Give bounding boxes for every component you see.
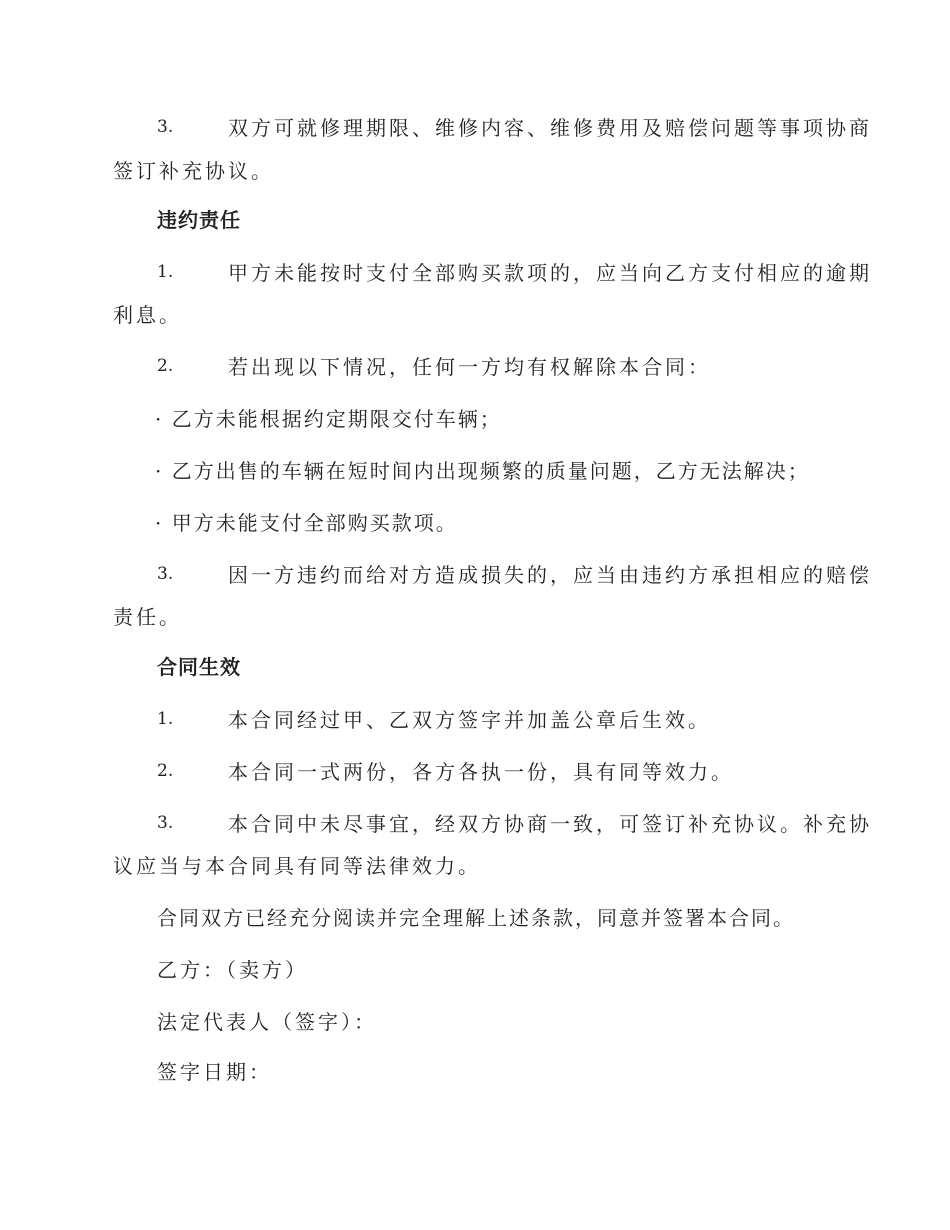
party-b-label: 乙方：（卖方） <box>157 958 308 982</box>
list-number: 3. <box>157 117 174 137</box>
paragraph-line: 本合同中未尽事宜，经双方协商一致，可签订补充协议。补充协 <box>228 812 872 836</box>
list-number: 3. <box>157 813 174 833</box>
paragraph-line: 签订补充协议。 <box>113 159 274 183</box>
paragraph-line: 本合同经过甲、乙双方签字并加盖公章后生效。 <box>228 708 711 732</box>
paragraph-line: 议应当与本合同具有同等法律效力。 <box>113 854 481 878</box>
sign-date-label: 签字日期： <box>157 1060 272 1084</box>
section-heading-effect: 合同生效 <box>157 655 241 679</box>
list-number: 1. <box>157 262 174 282</box>
paragraph-line: 本合同一式两份，各方各执一份，具有同等效力。 <box>228 760 734 784</box>
list-number: 2. <box>157 761 174 781</box>
paragraph-line: 因一方违约而给对方造成损失的，应当由违约方承担相应的赔偿 <box>228 563 872 587</box>
list-number: 3. <box>157 564 174 584</box>
paragraph-line: 双方可就修理期限、维修内容、维修费用及赔偿问题等事项协商 <box>228 116 872 140</box>
paragraph-line: 责任。 <box>113 605 182 629</box>
paragraph-line: 若出现以下情况，任何一方均有权解除本合同： <box>228 355 711 379</box>
closing-statement: 合同双方已经充分阅读并完全理解上述条款，同意并签署本合同。 <box>157 906 795 930</box>
section-heading-breach: 违约责任 <box>157 208 241 232</box>
bullet-item: · 甲方未能支付全部购买款项。 <box>155 511 458 535</box>
list-number: 2. <box>157 356 174 376</box>
bullet-item: · 乙方未能根据约定期限交付车辆； <box>155 407 502 431</box>
list-number: 1. <box>157 709 174 729</box>
legal-rep-label: 法定代表人（签字）： <box>157 1010 377 1034</box>
paragraph-line: 甲方未能按时支付全部购买款项的，应当向乙方支付相应的逾期 <box>228 261 872 285</box>
bullet-item: · 乙方出售的车辆在短时间内出现频繁的质量问题，乙方无法解决； <box>155 459 810 483</box>
paragraph-line: 利息。 <box>113 303 182 327</box>
